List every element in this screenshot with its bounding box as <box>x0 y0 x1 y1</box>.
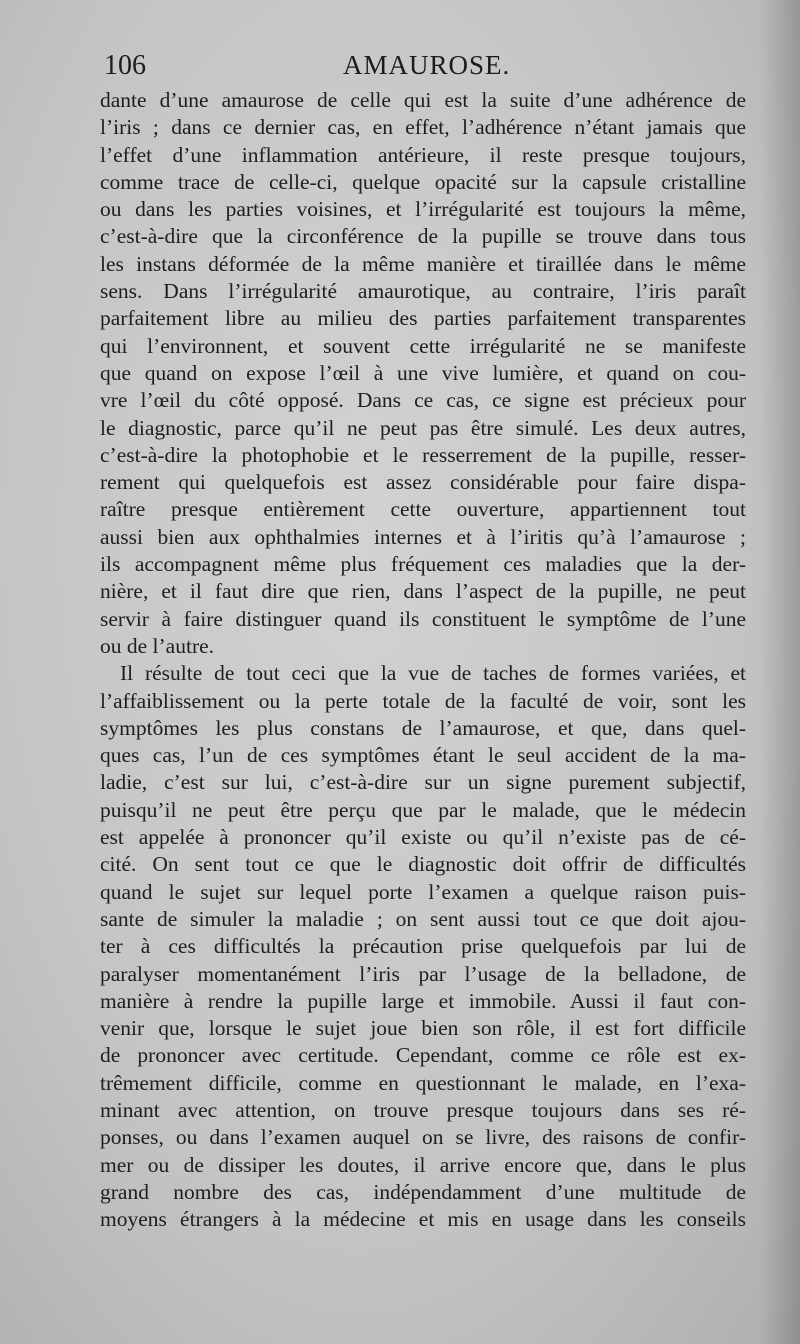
text-line: ils accompagnent même plus fréquement ces maladies que la der- <box>100 552 746 577</box>
text-line: quand le sujet sur lequel porte l’examen a quelque raison puis- <box>100 879 746 904</box>
page-number: 106 <box>104 50 146 81</box>
text-line: l’iris ; dans ce dernier cas, en effet, l’adhérence n’étant jamais que <box>100 115 746 140</box>
text-line: venir que, lorsque le sujet joue bien son rôle, il est fort difficile <box>100 1016 746 1041</box>
page-edge-shadow <box>760 0 800 1344</box>
text-line: ou dans les parties voisines, et l’irrégularité est toujours la même, <box>100 197 746 222</box>
text-line: cité. On sent tout ce que le diagnostic doit offrir de difficultés <box>100 852 746 877</box>
text-line: ques cas, l’un de ces symptômes étant le seul accident de la ma- <box>100 743 746 768</box>
text-line: parfaitement libre au milieu des parties parfaitement transparentes <box>100 306 746 331</box>
text-line: sens. Dans l’irrégularité amaurotique, au contraire, l’iris paraît <box>100 279 746 304</box>
text-line: ladie, c’est sur lui, c’est-à-dire sur un signe purement subjectif, <box>100 770 746 795</box>
paragraph-2 <box>100 660 746 1233</box>
text-line: grand nombre des cas, indépendamment d’une multitude de <box>100 1179 746 1204</box>
text-line: vre l’œil du côté opposé. Dans ce cas, ce signe est précieux pour <box>100 388 746 413</box>
text-line: c’est-à-dire que la circonférence de la pupille se trouve dans tous <box>100 224 746 249</box>
text-line: manière à rendre la pupille large et immobile. Aussi il faut con- <box>100 988 746 1013</box>
text-line: l’effet d’une inflammation antérieure, il reste presque toujours, <box>100 142 746 167</box>
text-line: raître presque entièrement cette ouverture, appartiennent tout <box>100 497 746 522</box>
text-line: minant avec attention, on trouve presque toujours dans ses ré- <box>100 1097 746 1122</box>
text-line: de prononcer avec certitude. Cependant, comme ce rôle est ex- <box>100 1043 746 1068</box>
text-line: moyens étrangers à la médecine et mis en usage dans les conseils <box>100 1207 746 1232</box>
text-line: trêmement difficile, comme en questionnant le malade, en l’exa- <box>100 1070 746 1095</box>
text-line: paralyser momentanément l’iris par l’usage de la belladone, de <box>100 961 746 986</box>
paragraph-1 <box>100 87 746 660</box>
text-line: sante de simuler la maladie ; on sent aussi tout ce que doit ajou- <box>100 906 746 931</box>
text-line: le diagnostic, parce qu’il ne peut pas être simulé. Les deux autres, <box>100 415 746 440</box>
text-line: dante d’une amaurose de celle qui est la suite d’une adhérence de <box>100 88 746 112</box>
text-line: Il résulte de tout ceci que la vue de taches de formes variées, et <box>120 661 746 686</box>
text-line: symptômes les plus constans de l’amaurose, et que, dans quel- <box>100 715 746 740</box>
text-line: l’affaiblissement ou la perte totale de la faculté de voir, sont les <box>100 688 746 713</box>
text-line: rement qui quelquefois est assez considérable pour faire dispa- <box>100 470 746 495</box>
text-line: les instans déformée de la même manière et tiraillée dans le même <box>100 251 746 276</box>
text-line: servir à faire distinguer quand ils constituent le symptôme de l’une <box>100 606 746 631</box>
body-text <box>100 87 746 1233</box>
text-line: que quand on expose l’œil à une vive lumière, et quand on cou- <box>100 360 746 385</box>
text-line: nière, et il faut dire que rien, dans l’aspect de la pupille, ne peut <box>100 579 746 604</box>
text-line: comme trace de celle-ci, quelque opacité sur la capsule cristalline <box>100 169 746 194</box>
text-line: mer ou de dissiper les doutes, il arrive encore que, dans le plus <box>100 1152 746 1177</box>
text-line: puisqu’il ne peut être perçu que par le malade, que le médecin <box>100 797 746 822</box>
text-line: aussi bien aux ophthalmies internes et à l’iritis qu’à l’amaurose ; <box>100 524 746 549</box>
running-head: AMAUROSE. <box>343 50 511 80</box>
text-line: c’est-à-dire la photophobie et le resserrement de la pupille, resser- <box>100 442 746 467</box>
text-line: qui l’environnent, et souvent cette irrégularité ne se manifeste <box>100 333 746 358</box>
text-line: ponses, ou dans l’examen auquel on se livre, des raisons de confir- <box>100 1125 746 1150</box>
text-line: ter à ces difficultés la précaution prise quelquefois par lui de <box>100 934 746 959</box>
text-line: est appelée à prononcer qu’il existe ou qu’il n’existe pas de cé- <box>100 825 746 850</box>
page-header <box>100 50 750 86</box>
text-line: ou de l’autre. <box>100 633 215 658</box>
